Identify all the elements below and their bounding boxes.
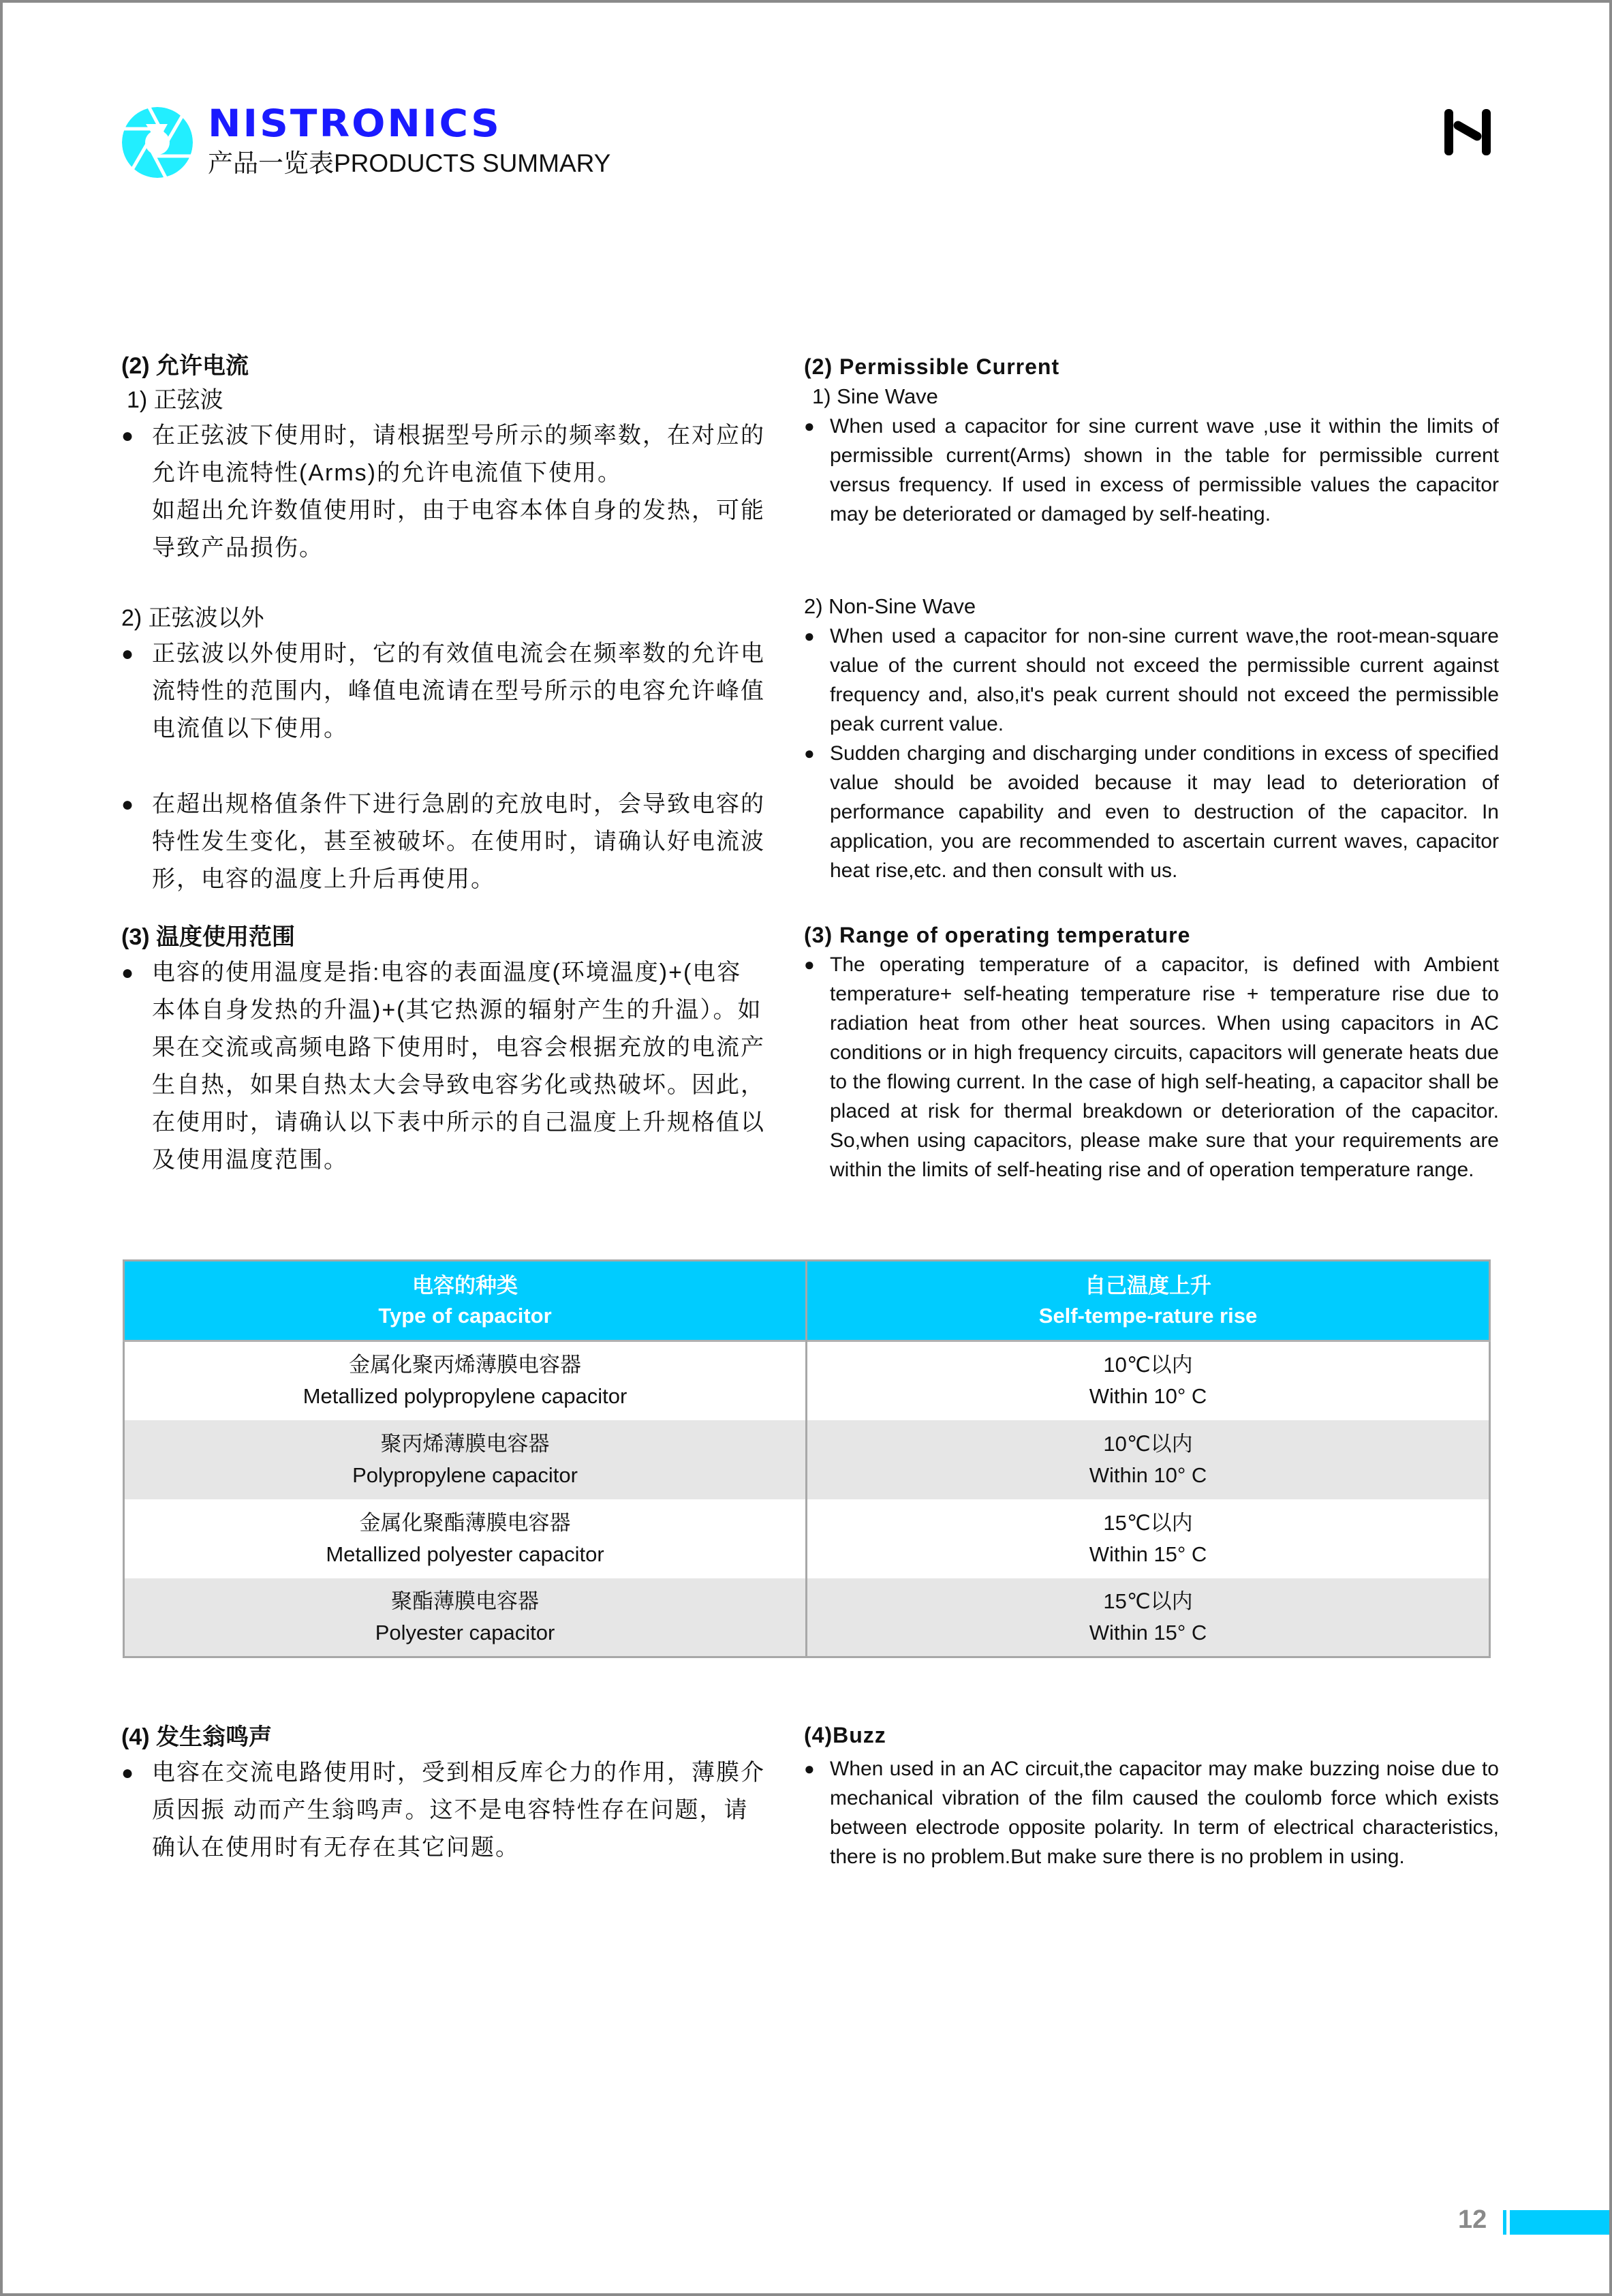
table-row — [124, 1420, 1490, 1499]
self-temperature-rise-table — [123, 1259, 1491, 1658]
en-paragraph-temperature: ● The operating temperature of a capacitor, is defined with Ambient temperature+ self-heating temperature rise + temperature rise due to radiation heat from other heat sources. When using capacitors in AC conditions or in high frequency circuits, capacitors will generate heats due to the flowing current. In the case of high self-heating, a capacitor shall be placed at risk for thermal breakdown or deterioration of the capacitor. So,when using capacitors, please make sure that your requirements are within the limits of self-heating rise and of operation temperature range. — [804, 950, 1499, 1184]
en-heading-buzz: (4)Buzz — [804, 1723, 886, 1747]
en-paragraph-non-sine-wave: ● When used a capacitor for non-sine current wave,the root-mean-square value of the current should not exceed the permissible current against frequency and, also,it's peak current should not exceed the permissible peak current value. — [804, 622, 1499, 739]
cell-temperature-rise: 15℃以内 Within 15° C — [1089, 1510, 1207, 1566]
table-header-row — [124, 1261, 1490, 1341]
table-row — [124, 1578, 1490, 1657]
page-accent-bar — [1510, 2210, 1609, 2235]
cn-paragraph-sine-wave: ● 在正弦波下使用时，请根据型号所示的频率数，在对应的允许电流特性(Arms)的允许电流值下使用。 如超出允许数值使用时，由于电容本体自身的发热，可能导致产品损伤。 — [121, 417, 765, 567]
cn-paragraph-buzz: ● 电容在交流电路使用时，受到相反库仑力的作用，薄膜介质因振 动而产生翁鸣声。这不是电容特性存在问题，请确认在使用时有无存在其它问题。 — [121, 1754, 765, 1867]
cn-heading-buzz: (4) 发生翁鸣声 — [121, 1724, 272, 1750]
page-subtitle: 产品一览表PRODUCTS SUMMARY — [208, 149, 611, 177]
cell-temperature-rise: 10℃以内 Within 10° C — [1089, 1353, 1207, 1409]
en-paragraph-sudden-charge: ● Sudden charging and discharging under conditions in excess of specified value should be avoided because it may lead to deterioration of performance capability and even to destruction of the capacitor. In application, you are recommended to ascertain current waves, capacitor heat rise,etc. and then consult with us. — [804, 739, 1499, 885]
column-header-rise: 自己温度上升 Self-tempe-rature rise — [807, 1261, 1490, 1341]
cell-capacitor-type: 聚丙烯薄膜电容器 Polypropylene capacitor — [124, 1420, 807, 1499]
cn-section-permissible-current — [121, 349, 765, 567]
bullet-icon: ● — [121, 643, 136, 665]
cn-paragraph-sudden-charge: ● 在超出规格值条件下进行急剧的充放电时，会导致电容的特性发生变化，甚至被破坏。在使用时，请确认好电流波形，电容的温度上升后再使用。 — [121, 786, 765, 898]
en-paragraph-buzz: ● When used in an AC circuit,the capacitor may make buzzing noise due to mechanical vibration of the film caused the coulomb force which exists between electrode opposite polarity. In term of electrical characteristics, there is no problem.But make sure there is no problem in using. — [804, 1754, 1499, 1871]
table-row — [124, 1499, 1490, 1578]
table-row — [124, 1341, 1490, 1420]
en-section-non-sine — [804, 592, 1499, 885]
page-accent-divider — [1503, 2210, 1506, 2235]
page-number: 12 — [1458, 2205, 1487, 2234]
cn-section-non-sine — [121, 601, 765, 898]
n-monogram-icon — [1443, 106, 1492, 157]
cell-temperature-rise: 15℃以内 Within 15° C — [807, 1578, 1490, 1657]
bullet-icon: ● — [804, 416, 815, 436]
en-subheading-non-sine-wave: 2) Non-Sine Wave — [804, 594, 976, 618]
en-section-buzz — [804, 1720, 1499, 1871]
en-heading-permissible-current: (2) Permissible Current — [804, 354, 1060, 379]
bullet-icon: ● — [804, 954, 815, 975]
bullet-icon: ● — [121, 793, 136, 816]
en-heading-temperature: (3) Range of operating temperature — [804, 923, 1191, 947]
cn-subheading-sine-wave: 1) 正弦波 — [127, 387, 223, 413]
cn-heading-permissible-current: (2) 允许电流 — [121, 353, 249, 379]
cell-temperature-rise: 10℃以内 Within 10° C — [807, 1420, 1490, 1499]
bullet-icon: ● — [804, 1758, 815, 1779]
en-section-permissible-current — [804, 352, 1499, 529]
brand-name: NISTRONICS — [208, 101, 501, 146]
cn-section-temperature — [121, 920, 765, 1179]
cn-section-buzz — [121, 1720, 765, 1867]
aperture-logo-icon — [120, 105, 195, 180]
en-subheading-sine-wave: 1) Sine Wave — [812, 384, 938, 408]
column-header-type: 电容的种类 Type of capacitor — [124, 1261, 807, 1341]
en-section-temperature — [804, 920, 1499, 1184]
cell-capacitor-type: 聚酯薄膜电容器 Polyester capacitor — [124, 1578, 807, 1657]
en-paragraph-sine-wave: ● When used a capacitor for sine current wave ,use it within the limits of permissible current(Arms) shown in the table for permissible current versus frequency. If used in excess of permissible values the capacitor may be deteriorated or damaged by self-heating. — [804, 412, 1499, 529]
bullet-icon: ● — [804, 743, 815, 763]
cell-capacitor-type: 金属化聚酯薄膜电容器 Metallized polyester capacitor — [124, 1499, 807, 1578]
bullet-icon: ● — [121, 425, 136, 447]
cn-subheading-non-sine-wave: 2) 正弦波以外 — [121, 605, 264, 631]
cn-paragraph-temperature: ● 电容的使用温度是指:电容的表面温度(环境温度)+(电容本体自身发热的升温)+(其它热源的辐射产生的升温）。如果在交流或高频电路下使用时，电容会根据充放的电流产生自热，如果自热太大会导致电容劣化或热破坏。因此，在使用时，请确认以下表中所示的自己温度上升规格值以及使用温度范围。 — [121, 954, 765, 1179]
bullet-icon: ● — [804, 626, 815, 646]
cn-paragraph-non-sine-wave: ● 正弦波以外使用时，它的有效值电流会在频率数的允许电流特性的范围内，峰值电流请在型号所示的电容允许峰值电流值以下使用。 — [121, 635, 765, 748]
bullet-icon: ● — [121, 1762, 136, 1784]
bullet-icon: ● — [121, 962, 136, 984]
cn-heading-temperature: (3) 温度使用范围 — [121, 924, 295, 950]
cell-capacitor-type: 金属化聚丙烯薄膜电容器 Metallized polypropylene capacitor — [124, 1341, 807, 1420]
